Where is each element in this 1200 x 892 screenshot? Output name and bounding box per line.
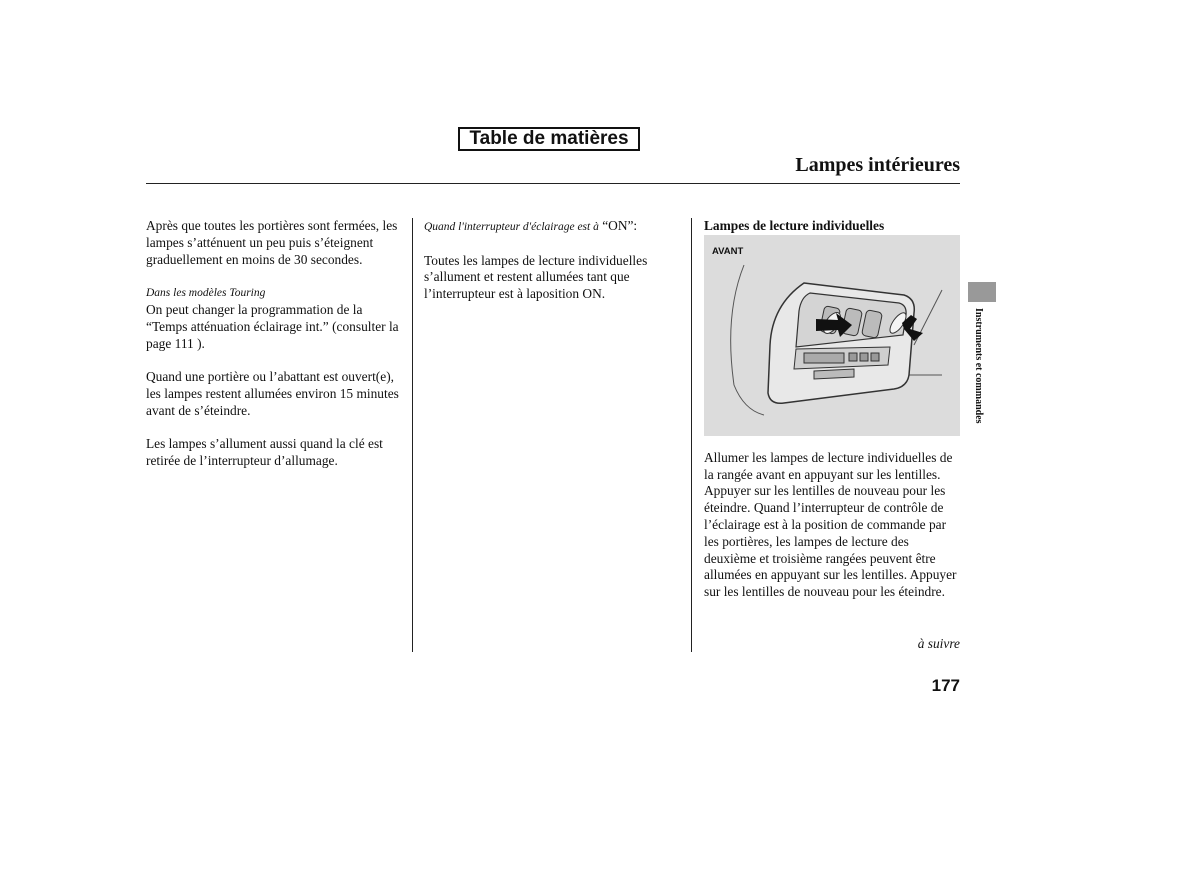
switch-condition-value: “ON”:: [602, 218, 638, 233]
table-of-contents-button[interactable]: Table de matières: [458, 127, 640, 151]
switch-condition-italic: Quand l'interrupteur d'éclairage est à: [424, 221, 599, 233]
section-heading: Lampes de lecture individuelles: [704, 218, 885, 233]
overhead-console-illustration: [704, 235, 960, 436]
dimming-paragraph: Après que toutes les portières sont fermées, les lampes s’atténuent un peu puis s’éteignent graduellement en moins de 30 secondes.: [146, 218, 398, 267]
right-column: [704, 218, 960, 601]
figure-label-avant: AVANT: [712, 245, 744, 257]
all-lamps-paragraph: Toutes les lampes de lecture individuelles s’allument et restent allumées tant que l’interrupteur est à laposition ON.: [424, 252, 648, 302]
column-divider-2: [691, 218, 692, 652]
left-column: [146, 218, 404, 470]
middle-column: [424, 218, 682, 303]
page-number: 177: [931, 676, 960, 695]
door-open-paragraph: Quand une portière ou l’abattant est ouvert(e), les lampes restent allumées environ 15 minutes avant de s’éteindre.: [146, 369, 399, 418]
column-divider-1: [412, 218, 413, 652]
key-removed-paragraph: Les lampes s’allument aussi quand la clé est retirée de l’interrupteur d’allumage.: [146, 436, 383, 469]
switch-condition: [424, 218, 682, 236]
title-divider: [146, 183, 960, 184]
section-tab-label: Instruments et commandes: [973, 308, 984, 424]
continued-label: à suivre: [917, 636, 960, 651]
reading-lamp-figure: [704, 235, 960, 436]
reading-lamps-paragraph: Allumer les lampes de lecture individuelles de la rangée avant en appuyant sur les lentilles. Appuyer sur les lentilles de nouveau pour les éteindre. Quand l’interrupteur de contrôle de l’éclairage est à la position de commande par les portières, les lampes de lecture des deuxième et troisième rangées peuvent être allumées en appuyant sur les lentilles. Appuyer sur les lentilles de nouveau pour les éteindre.: [704, 449, 957, 600]
section-tab: [968, 282, 996, 302]
programming-paragraph: On peut changer la programmation de la “Temps atténuation éclairage int.” (consulter la page 111 ).: [146, 301, 399, 351]
touring-models-label: Dans les modèles Touring: [146, 287, 266, 300]
page-title: Lampes intérieures: [795, 154, 960, 176]
